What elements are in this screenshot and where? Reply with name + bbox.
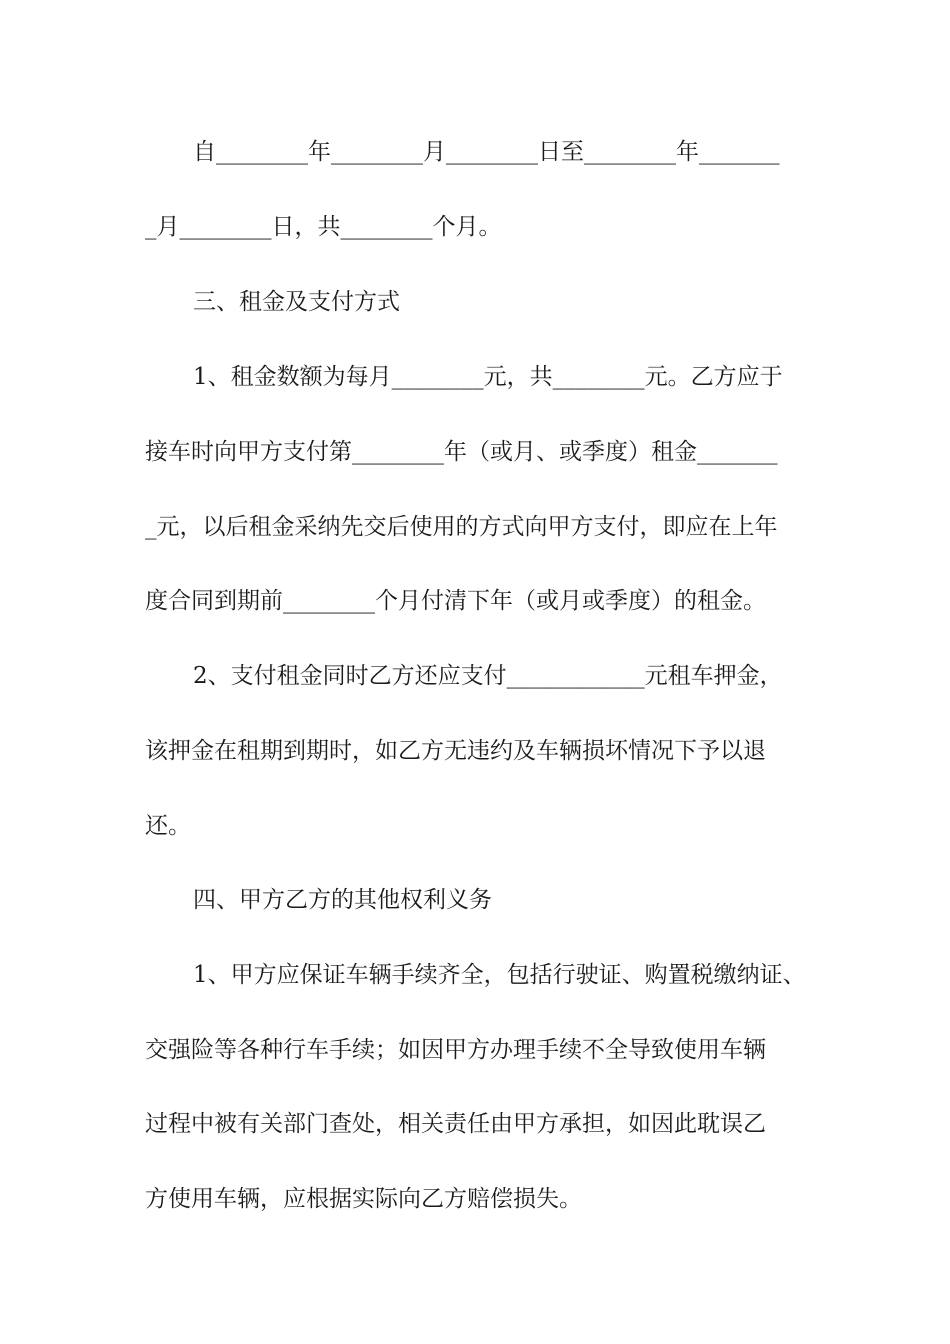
rent-clause-2-line-1: 2、支付租金同时乙方还应支付____________元租车押金， [193,663,783,689]
obligation-clause-1-line-2: 交强险等各种行车手续；如因甲方办理手续不全导致使用车辆 [145,1037,766,1063]
rental-period-line-2: _月________日，共________个月。 [145,214,502,240]
obligation-clause-1-line-1: 1、甲方应保证车辆手续齐全，包括行驶证、购置税缴纳证、 [193,962,806,988]
rent-clause-1-line-3: _元，以后租金采纳先交后使用的方式向甲方支付，即应在上年 [145,514,778,540]
section-heading-rent-payment: 三、租金及支付方式 [193,289,400,315]
obligation-clause-1-line-4: 方使用车辆，应根据实际向乙方赔偿损失。 [145,1186,582,1212]
section-heading-rights-obligations: 四、甲方乙方的其他权利义务 [193,887,492,913]
obligation-clause-1-line-3: 过程中被有关部门查处，相关责任由甲方承担，如因此耽误乙 [145,1111,766,1137]
rent-clause-2-line-2: 该押金在租期到期时，如乙方无违约及车辆损坏情况下予以退 [145,738,766,764]
rent-clause-1-line-2: 接车时向甲方支付第________年（或月、或季度）租金_______ [145,439,778,465]
rent-clause-1-line-4: 度合同到期前________个月付清下年（或月或季度）的租金。 [145,588,766,614]
rental-period-line-1: 自________年________月________日至________年_______ [193,139,780,165]
rent-clause-1-line-1: 1、租金数额为每月________元，共________元。乙方应于 [193,364,783,390]
rent-clause-2-line-3: 还。 [145,813,191,839]
